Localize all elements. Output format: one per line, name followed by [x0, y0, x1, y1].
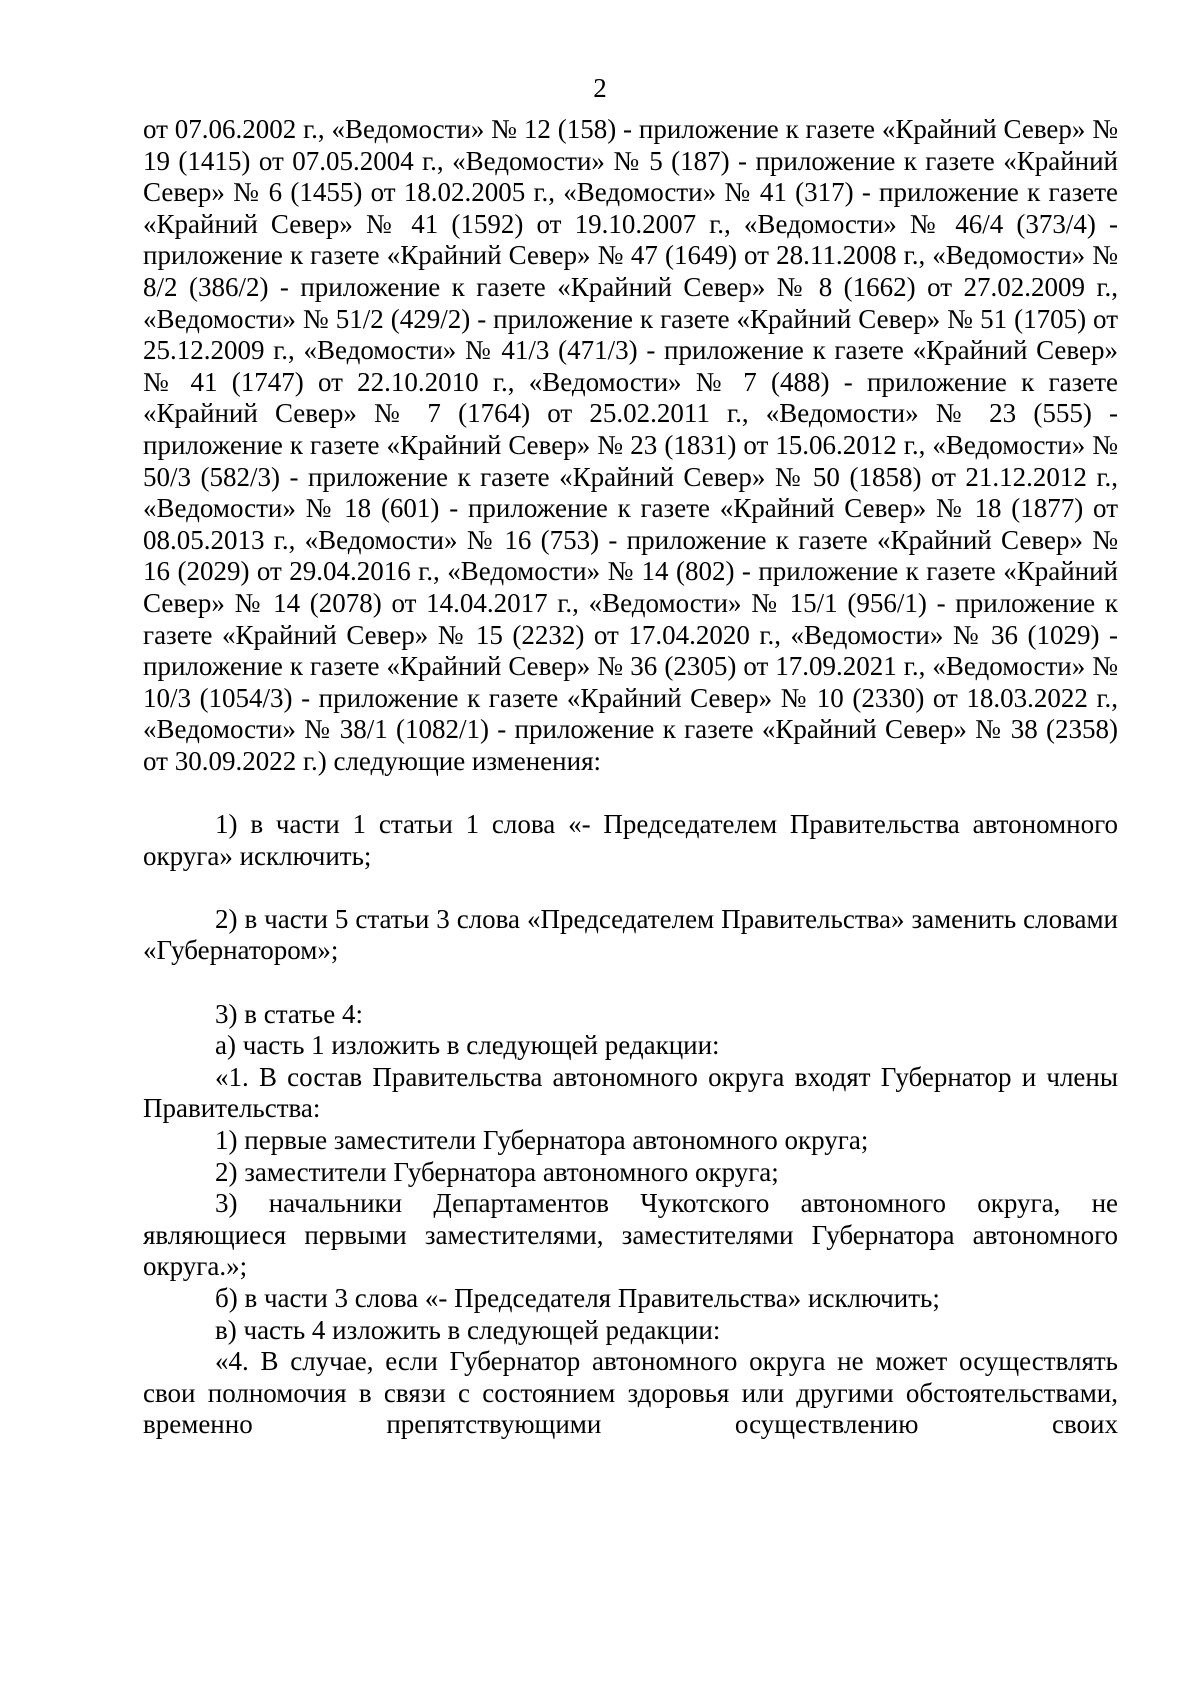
paragraph-1: от 07.06.2002 г., «Ведомости» № 12 (158) - приложение к газете «Крайний Север» № 19 (1415) от 07.05.2004 г., «Ведомости» № 5 (187) - приложение к газете «Крайний Север» № 6 (1455) от 18.02.2005 г., «Ведомости» № 41 (317) - приложение к газете «Крайний Север» № 41 (1592) от 19.10.2007 г., «Ведомости» № 46/4 (373/4) - приложение к газете «Крайний Север» № 47 (1649) от 28.11.2008 г., «Ведомости» № 8/2 (386/2) - приложение к газете «Крайний Север» № 8 (1662) от 27.02.2009 г., «Ведомости» № 51/2 (429/2) - приложение к газете «Крайний Север» № 51 (1705) от 25.12.2009 г., «Ведомости» № 41/3 (471/3) - приложение к газете «Крайний Север» № 41 (1747) от 22.10.2010 г., «Ведомости» № 7 (488) - приложение к газете «Крайний Север» № 7 (1764) от 25.02.2011 г., «Ведомости» № 23 (555) - приложение к газете «Крайний Север» № 23 (1831) от 15.06.2012 г., «Ведомости» № 50/3 (582/3) - приложение к газете «Крайний Север» № 50 (1858) от 21.12.2012 г., «Ведомости» № 18 (601) - приложение к газете «Крайний Север» № 18 (1877) от 08.05.2013 г., «Ведомости» № 16 (753) - приложение к газете «Крайний Север» № 16 (2029) от 29.04.2016 г., «Ведомости» № 14 (802) - приложение к газете «Крайний Север» № 14 (2078) от 14.04.2017 г., «Ведомости» № 15/1 (956/1) - приложение к газете «Крайний Север» № 15 (2232) от 17.04.2020 г., «Ведомости» № 36 (1029) - приложение к газете «Крайний Север» № 36 (2305) от 17.09.2021 г., «Ведомости» № 10/3 (1054/3) - приложение к газете «Крайний Север» № 10 (2330) от 18.03.2022 г., «Ведомости» № 38/1 (1082/1) - приложение к газете «Крайний Север» № 38 (2358) от 30.09.2022 г.) следующие изменения:	[143, 114, 1118, 776]
paragraph-2: 1) в части 1 статьи 1 слова «- Председателем Правительства автономного округа» исключить;	[143, 809, 1118, 871]
paragraph-5: а) часть 1 изложить в следующей редакции:	[215, 1030, 720, 1061]
paragraph-12: «4. В случае, если Губернатор автономного округа не может осуществлять свои полномочия в связи с состоянием здоровья или другими обстоятельствами, временно препятствующими осуществлению своих	[143, 1346, 1118, 1440]
paragraph-6: «1. В состав Правительства автономного округа входят Губернатор и члены Правительства:	[143, 1061, 1118, 1124]
paragraph-3: 2) в части 5 статьи 3 слова «Председателем Правительства» заменить словами «Губернатором»;	[143, 903, 1118, 966]
paragraph-8: 2) заместители Губернатора автономного округа;	[215, 1156, 779, 1187]
paragraph-7: 1) первые заместители Губернатора автономного округа;	[215, 1125, 869, 1155]
page-number: 2	[593, 73, 607, 103]
paragraph-11: в) часть 4 изложить в следующей редакции:	[215, 1314, 721, 1345]
paragraph-10: б) в части 3 слова «- Председателя Правительства» исключить;	[215, 1282, 940, 1313]
document-body	[143, 114, 1118, 1441]
paragraph-4: 3) в статье 4:	[215, 998, 363, 1029]
paragraph-9: 3) начальники Департаментов Чукотского автономного округа, не являющиеся первыми заместителями, заместителями Губернатора автономного округа.»;	[143, 1188, 1118, 1282]
